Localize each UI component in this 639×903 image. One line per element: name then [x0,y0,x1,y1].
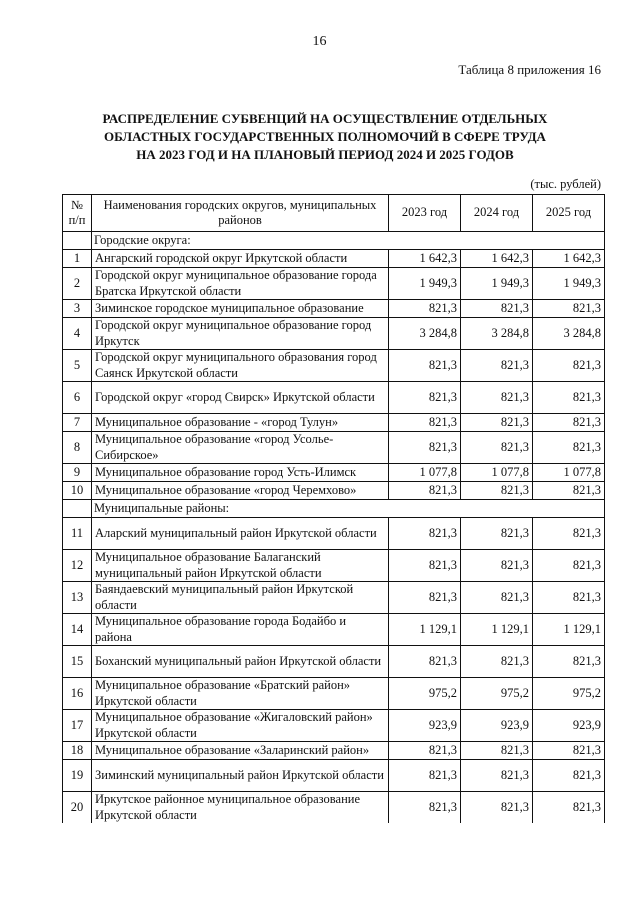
table-row [63,318,605,350]
table-group-row [63,500,605,518]
group-label: Городские округа: [92,232,605,250]
document-title [60,110,590,164]
table-row [63,678,605,710]
table-row [63,250,605,268]
row-name: Городской округ муниципального образования город Саянск Иркутской области [92,350,389,382]
header-2024: 2024 год [461,195,533,232]
row-value-2025: 821,3 [533,760,605,792]
row-value-2024: 821,3 [461,742,533,760]
row-name: Баяндаевский муниципальный район Иркутской области [92,582,389,614]
table-row [63,518,605,550]
table-row [63,414,605,432]
row-value-2024: 975,2 [461,678,533,710]
row-value-2024: 821,3 [461,792,533,824]
row-value-2023: 821,3 [389,760,461,792]
row-value-2025: 821,3 [533,300,605,318]
row-value-2024: 1 129,1 [461,614,533,646]
table-row [63,300,605,318]
table-row [63,464,605,482]
row-value-2024: 1 949,3 [461,268,533,300]
row-name: Муниципальное образование - «город Тулун» [92,414,389,432]
table-row [63,792,605,824]
header-number: № п/п [63,195,92,232]
row-value-2023: 821,3 [389,646,461,678]
row-value-2025: 821,3 [533,518,605,550]
table-row [63,350,605,382]
row-value-2023: 1 129,1 [389,614,461,646]
row-value-2024: 1 077,8 [461,464,533,482]
header-2025: 2025 год [533,195,605,232]
units-label: (тыс. рублей) [530,177,601,191]
row-value-2024: 821,3 [461,646,533,678]
row-value-2023: 821,3 [389,482,461,500]
row-value-2025: 821,3 [533,414,605,432]
row-number: 15 [63,646,92,678]
row-value-2024: 821,3 [461,350,533,382]
title-line: РАСПРЕДЕЛЕНИЕ СУБВЕНЦИЙ НА ОСУЩЕСТВЛЕНИЕ ОТДЕЛЬНЫХ [102,111,548,126]
row-value-2023: 821,3 [389,300,461,318]
row-number: 1 [63,250,92,268]
row-value-2024: 821,3 [461,550,533,582]
row-value-2024: 821,3 [461,582,533,614]
row-name: Городской округ «город Свирск» Иркутской области [92,382,389,414]
row-value-2024: 821,3 [461,300,533,318]
row-name: Боханский муниципальный район Иркутской области [92,646,389,678]
row-number: 20 [63,792,92,824]
row-value-2023: 821,3 [389,742,461,760]
row-name: Муниципальное образование «город Черемхово» [92,482,389,500]
row-value-2025: 821,3 [533,482,605,500]
table-group-row [63,232,605,250]
row-number: 7 [63,414,92,432]
table-row [63,268,605,300]
row-number: 17 [63,710,92,742]
table-row [63,742,605,760]
title-line: ОБЛАСТНЫХ ГОСУДАРСТВЕННЫХ ПОЛНОМОЧИЙ В СФЕРЕ ТРУДА [104,129,546,144]
row-name: Зиминское городское муниципальное образование [92,300,389,318]
row-name: Иркутское районное муниципальное образование Иркутской области [92,792,389,824]
row-number: 6 [63,382,92,414]
row-value-2025: 923,9 [533,710,605,742]
row-value-2025: 1 642,3 [533,250,605,268]
table-row [63,432,605,464]
row-value-2023: 975,2 [389,678,461,710]
title-line: НА 2023 ГОД И НА ПЛАНОВЫЙ ПЕРИОД 2024 И 2025 ГОДОВ [136,147,514,162]
row-value-2023: 821,3 [389,518,461,550]
row-value-2025: 1 949,3 [533,268,605,300]
appendix-reference: Таблица 8 приложения 16 [458,62,601,77]
row-value-2024: 923,9 [461,710,533,742]
row-value-2025: 821,3 [533,742,605,760]
row-value-2023: 821,3 [389,382,461,414]
table-row [63,760,605,792]
row-value-2024: 3 284,8 [461,318,533,350]
row-value-2023: 3 284,8 [389,318,461,350]
row-value-2023: 821,3 [389,550,461,582]
row-name: Муниципальное образование город Усть-Илимск [92,464,389,482]
row-number: 5 [63,350,92,382]
row-number: 4 [63,318,92,350]
table-row [63,582,605,614]
row-name: Муниципальное образование «Жигаловский район» Иркутской области [92,710,389,742]
group-number-cell [63,500,92,518]
row-number: 3 [63,300,92,318]
table-row [63,482,605,500]
row-number: 10 [63,482,92,500]
row-value-2025: 1 077,8 [533,464,605,482]
subsidy-table [62,194,605,823]
row-name: Городской округ муниципальное образование города Братска Иркутской области [92,268,389,300]
row-value-2025: 821,3 [533,382,605,414]
row-value-2023: 821,3 [389,582,461,614]
group-number-cell [63,232,92,250]
group-label: Муниципальные районы: [92,500,605,518]
row-value-2023: 1 949,3 [389,268,461,300]
row-value-2025: 821,3 [533,550,605,582]
page-number: 16 [312,34,327,49]
header-2023: 2023 год [389,195,461,232]
row-value-2024: 821,3 [461,414,533,432]
row-number: 18 [63,742,92,760]
row-value-2023: 821,3 [389,432,461,464]
row-number: 14 [63,614,92,646]
table-row [63,550,605,582]
row-value-2023: 1 642,3 [389,250,461,268]
row-name: Зиминский муниципальный район Иркутской области [92,760,389,792]
row-name: Городской округ муниципальное образование город Иркутск [92,318,389,350]
table-row [63,614,605,646]
row-number: 13 [63,582,92,614]
row-number: 2 [63,268,92,300]
row-value-2025: 975,2 [533,678,605,710]
row-value-2024: 821,3 [461,518,533,550]
row-value-2025: 3 284,8 [533,318,605,350]
row-value-2025: 821,3 [533,432,605,464]
row-value-2025: 821,3 [533,792,605,824]
header-name: Наименования городских округов, муниципальных районов [92,195,389,232]
row-value-2024: 821,3 [461,382,533,414]
row-number: 16 [63,678,92,710]
table-body [63,232,605,824]
table-row [63,710,605,742]
row-value-2025: 1 129,1 [533,614,605,646]
row-name: Аларский муниципальный район Иркутской области [92,518,389,550]
row-value-2025: 821,3 [533,582,605,614]
row-value-2024: 821,3 [461,432,533,464]
row-value-2023: 821,3 [389,792,461,824]
row-name: Муниципальное образование Балаганский муниципальный район Иркутской области [92,550,389,582]
row-name: Муниципальное образование «Заларинский район» [92,742,389,760]
row-number: 19 [63,760,92,792]
row-value-2024: 821,3 [461,482,533,500]
table-header-row [63,195,605,232]
row-value-2023: 923,9 [389,710,461,742]
table-row [63,382,605,414]
row-value-2023: 821,3 [389,350,461,382]
row-number: 8 [63,432,92,464]
row-number: 12 [63,550,92,582]
row-name: Ангарский городской округ Иркутской области [92,250,389,268]
row-value-2024: 821,3 [461,760,533,792]
row-number: 11 [63,518,92,550]
row-value-2025: 821,3 [533,646,605,678]
row-value-2023: 821,3 [389,414,461,432]
row-value-2023: 1 077,8 [389,464,461,482]
table-row [63,646,605,678]
row-name: Муниципальное образование «Братский район» Иркутской области [92,678,389,710]
row-number: 9 [63,464,92,482]
row-value-2025: 821,3 [533,350,605,382]
row-value-2024: 1 642,3 [461,250,533,268]
row-name: Муниципальное образование «город Усолье-Сибирское» [92,432,389,464]
row-name: Муниципальное образование города Бодайбо и района [92,614,389,646]
